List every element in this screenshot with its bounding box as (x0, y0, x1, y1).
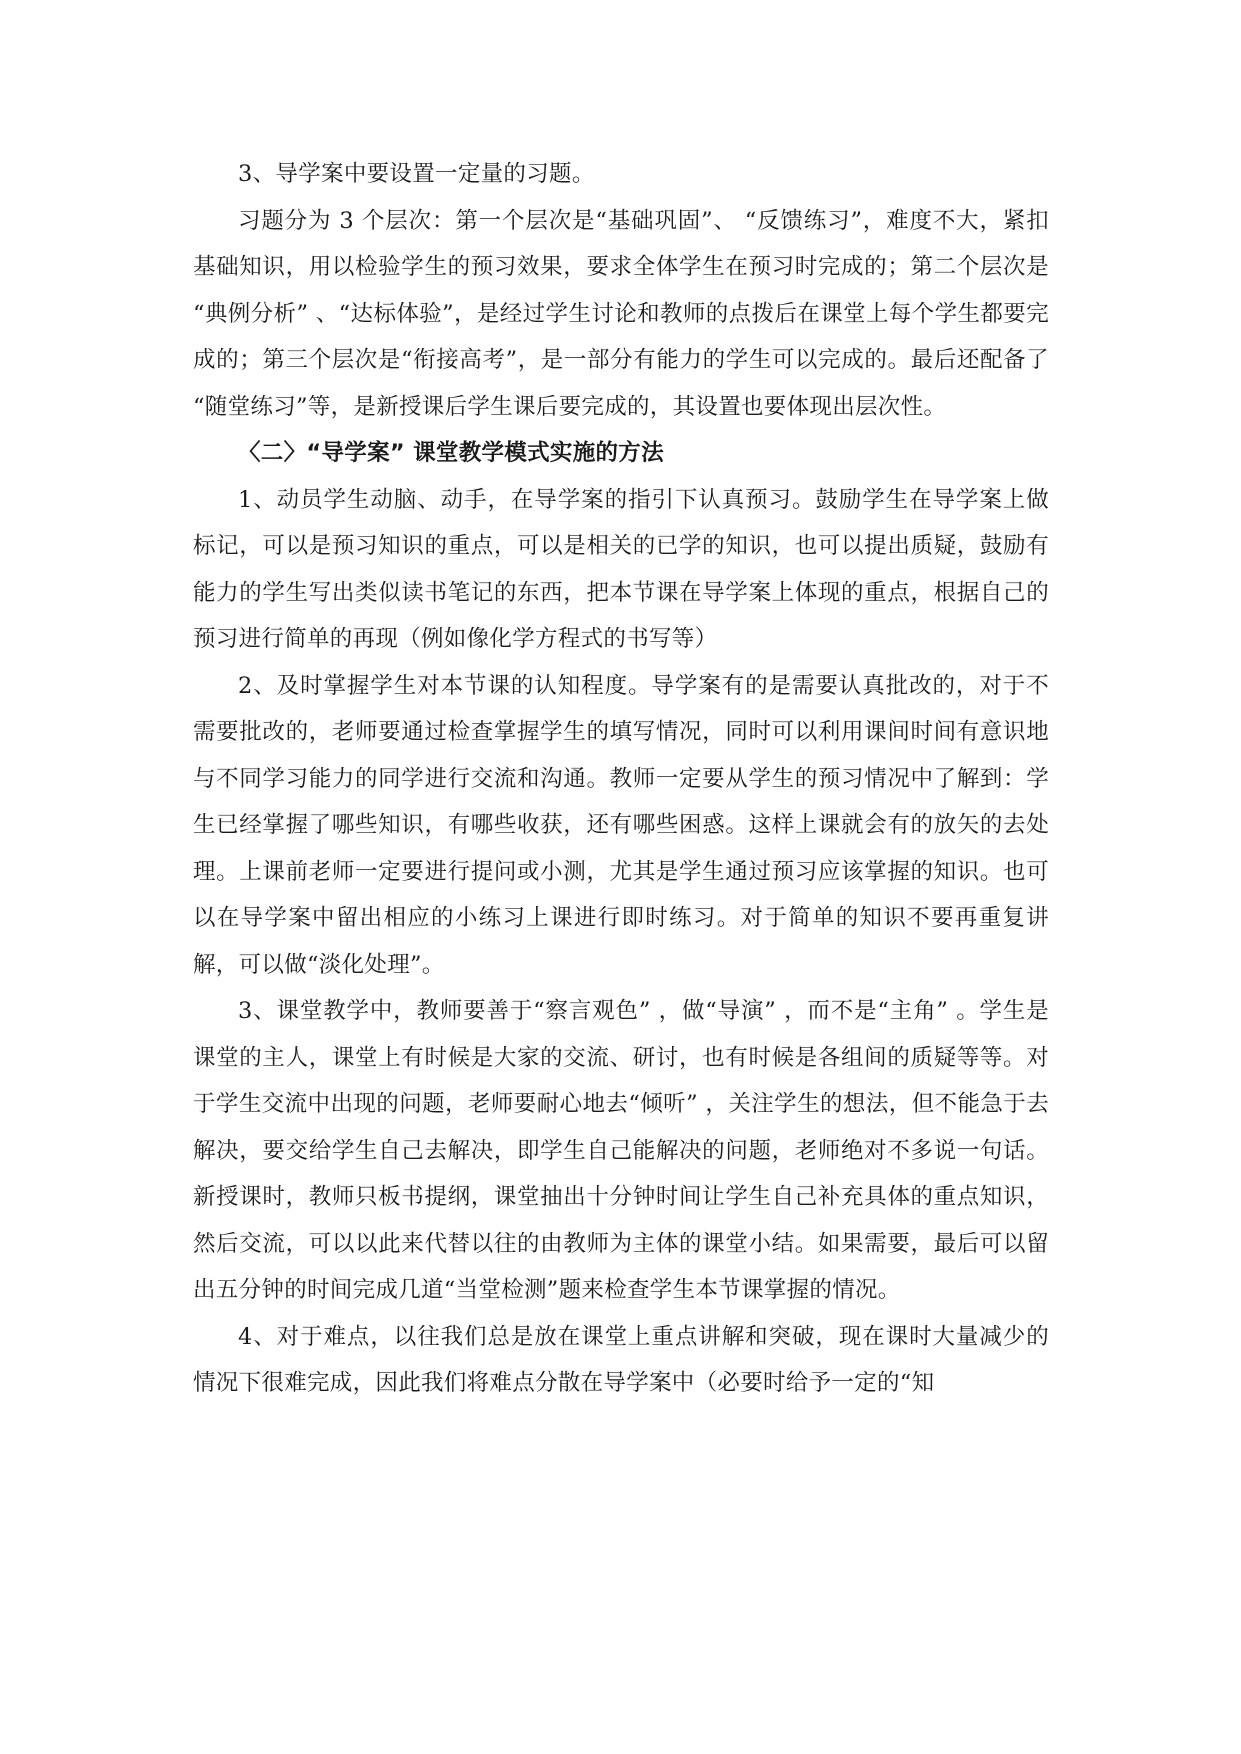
paragraph-method-1: 1、动员学生动脑、动手，在导学案的指引下认真预习。鼓励学生在导学案上做标记，可以是预习知识的重点，可以是相关的已学的知识，也可以提出质疑，鼓励有能力的学生写出类似读书笔记的东西，把本节课在导学案上体现的重点，根据自己的预习进行简单的再现（例如像化学方程式的书写等） (193, 486, 1049, 652)
paragraph-method-4: 4、对于难点，以往我们总是放在课堂上重点讲解和突破，现在课时大量减少的情况下很难完成，因此我们将难点分散在导学案中（必要时给予一定的“知 (193, 1323, 1049, 1396)
paragraph-method-2: 2、及时掌握学生对本节课的认知程度。导学案有的是需要认真批改的，对于不需要批改的，老师要通过检查掌握学生的填写情况，同时可以利用课间时间有意识地与不同学习能力的同学进行交流和沟通。教师一定要从学生的预习情况中了解到：学生已经掌握了哪些知识，有哪些收获，还有哪些困惑。这样上课就会有的放矢的去处理。上课前老师一定要进行提问或小测，尤其是学生通过预习应该掌握的知识。也可以在导学案中留出相应的小练习上课进行即时练习。对于简单的知识不要再重复讲解，可以做“淡化处理”。 (193, 672, 1049, 978)
paragraph-exercise-levels: 习题分为 3 个层次：第一个层次是“基础巩固”、 “反馈练习”，难度不大，紧扣基础知识，用以检验学生的预习效果，要求全体学生在预习时完成的；第二个层次是 “典例分析” 、“达标体验”，是经过学生讨论和教师的点拨后在课堂上每个学生都要完成的；第三个层次是“衔接高考”，是一部分有能力的学生可以完成的。最后还配备了 “随堂练习”等，是新授课后学生课后要完成的，其设置也要体现出层次性。 (193, 207, 1049, 420)
document-body (193, 151, 1049, 1407)
paragraph-method-3: 3、课堂教学中，教师要善于“察言观色” ，做“导演” ，而不是“主角” 。学生是课堂的主人，课堂上有时候是大家的交流、研讨，也有时候是各组间的质疑等等。对于学生交流中出现的问题，老师要耐心地去“倾听” ，关注学生的想法，但不能急于去解决，要交给学生自己去解决，即学生自己能解决的问题，老师绝对不多说一句话。新授课时，教师只板书提纲，课堂抽出十分钟时间让学生自己补充具体的重点知识，然后交流，可以以此来代替以往的由教师为主体的课堂小结。如果需要，最后可以留出五分钟的时间完成几道“当堂检测”题来检查学生本节课掌握的情况。 (193, 998, 1049, 1303)
paragraph-exercise-item: 3、导学案中要设置一定量的习题。 (238, 161, 595, 187)
section-heading: 〈二〉“导学案” 课堂教学模式实施的方法 (238, 440, 664, 466)
